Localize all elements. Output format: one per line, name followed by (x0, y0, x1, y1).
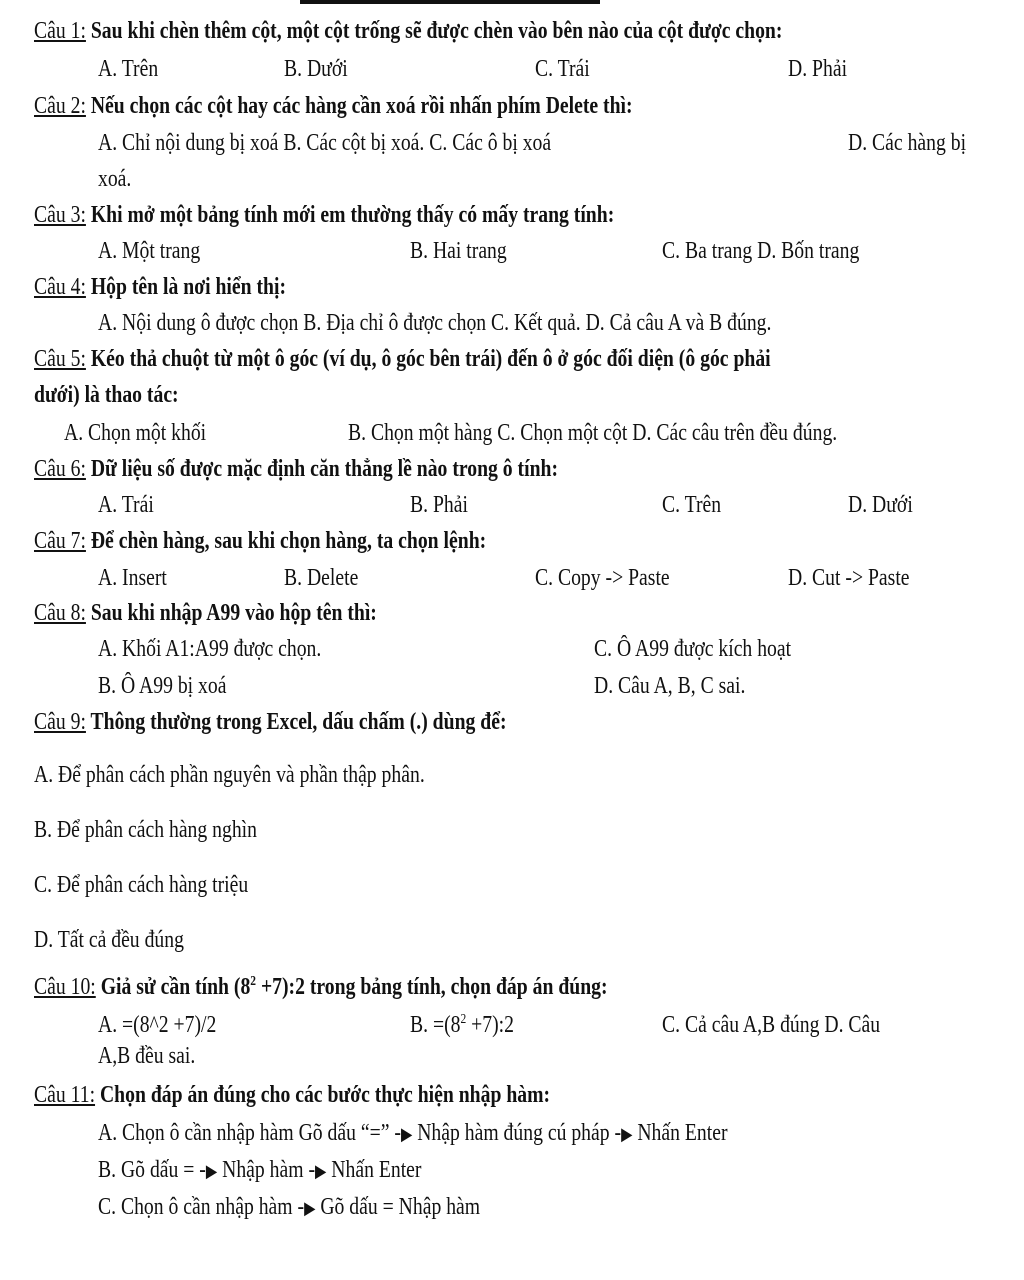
q10-option-cont: A,B đều sai. (98, 1043, 196, 1069)
arrow-right-icon: ▶ (400, 1124, 413, 1144)
q1-option-d: D. Phải (788, 56, 848, 82)
question-9: Câu 9: Thông thường trong Excel, dấu chấm (.) dùng để: (34, 709, 507, 735)
question-11: Câu 11: Chọn đáp án đúng cho các bước thực hiện nhập hàm: (34, 1082, 551, 1108)
q6-option-b: B. Phải (410, 492, 468, 518)
top-rule (300, 0, 600, 4)
q11-option-a: A. Chọn ô cần nhập hàm Gõ dấu “=” -▶ Nhập hàm đúng cú pháp -▶ Nhấn Enter (98, 1120, 728, 1146)
q3-options-cd: C. Ba trang D. Bốn trang (662, 238, 860, 264)
q8-option-a: A. Khối A1:A99 được chọn. (98, 636, 322, 662)
q6-option-d: D. Dưới (848, 492, 913, 518)
arrow-right-icon: ▶ (304, 1198, 316, 1218)
q3-option-a: A. Một trang (98, 238, 201, 264)
q9-option-c: C. Để phân cách hàng triệu (34, 872, 249, 898)
q2-option-d-cont: xoá. (98, 166, 132, 192)
q4-options: A. Nội dung ô được chọn B. Địa chỉ ô được chọn C. Kết quả. D. Cả câu A và B đúng. (98, 310, 772, 336)
q6-option-a: A. Trái (98, 492, 154, 518)
arrow-right-icon: ▶ (205, 1161, 218, 1181)
q8-option-c: C. Ô A99 được kích hoạt (594, 636, 792, 662)
q11-option-b: B. Gõ dấu = -▶ Nhập hàm -▶ Nhấn Enter (98, 1157, 422, 1183)
q8-option-b: B. Ô A99 bị xoá (98, 673, 227, 699)
q7-option-a: A. Insert (98, 565, 167, 591)
question-8: Câu 8: Sau khi nhập A99 vào hộp tên thì: (34, 600, 377, 626)
q11-option-c: C. Chọn ô cần nhập hàm -▶ Gõ dấu = Nhập hàm (98, 1194, 481, 1220)
question-1: Câu 1: Sau khi chèn thêm cột, một cột trống sẽ được chèn vào bên nào của cột được chọn: (34, 18, 783, 44)
question-5: Câu 5: Kéo thả chuột từ một ô góc (ví dụ, ô góc bên trái) đến ô ở góc đối diện (ô góc phải (34, 346, 771, 372)
question-2: Câu 2: Nếu chọn các cột hay các hàng cần xoá rồi nhấn phím Delete thì: (34, 93, 633, 119)
q1-option-a: A. Trên (98, 56, 159, 82)
question-10: Câu 10: Giả sử cần tính ($8^2$ +7):2 trong bảng tính, chọn đáp án đúng: (34, 974, 608, 1000)
q8-option-d: D. Câu A, B, C sai. (594, 673, 746, 699)
q9-option-d: D. Tất cả đều đúng (34, 927, 184, 953)
q1-option-c: C. Trái (535, 56, 590, 82)
q2-option-d: D. Các hàng bị (848, 130, 967, 156)
question-5-cont: dưới) là thao tác: (34, 382, 179, 408)
q5-option-a: A. Chọn một khối (64, 420, 207, 446)
q2-options-abc: A. Chỉ nội dung bị xoá B. Các cột bị xoá. C. Các ô bị xoá (98, 130, 552, 156)
q6-option-c: C. Trên (662, 492, 722, 518)
q7-option-d: D. Cut -> Paste (788, 565, 910, 591)
q5-options-bcd: B. Chọn một hàng C. Chọn một cột D. Các câu trên đều đúng. (348, 420, 838, 446)
question-7: Câu 7: Để chèn hàng, sau khi chọn hàng, ta chọn lệnh: (34, 528, 487, 554)
q9-option-b: B. Để phân cách hàng nghìn (34, 817, 257, 843)
question-3: Câu 3: Khi mở một bảng tính mới em thường thấy có mấy trang tính: (34, 202, 615, 228)
arrow-right-icon: ▶ (315, 1161, 327, 1181)
q7-option-b: B. Delete (284, 565, 359, 591)
q10-option-b: B. $=(8^2$ +7):2 (410, 1012, 514, 1038)
question-4: Câu 4: Hộp tên là nơi hiển thị: (34, 274, 287, 300)
arrow-right-icon: ▶ (621, 1124, 633, 1144)
q1-option-b: B. Dưới (284, 56, 348, 82)
question-6: Câu 6: Dữ liệu số được mặc định căn thẳng lề nào trong ô tính: (34, 456, 559, 482)
q10-option-a: A. =(8^2 +7)/2 (98, 1012, 217, 1038)
q3-option-b: B. Hai trang (410, 238, 507, 264)
q9-option-a: A. Để phân cách phần nguyên và phần thập phân. (34, 762, 425, 788)
q7-option-c: C. Copy -> Paste (535, 565, 670, 591)
q10-option-c: C. Cả câu A,B đúng D. Câu (662, 1012, 881, 1038)
q10-expression: ($8^2$ +7):2 (233, 974, 305, 1000)
